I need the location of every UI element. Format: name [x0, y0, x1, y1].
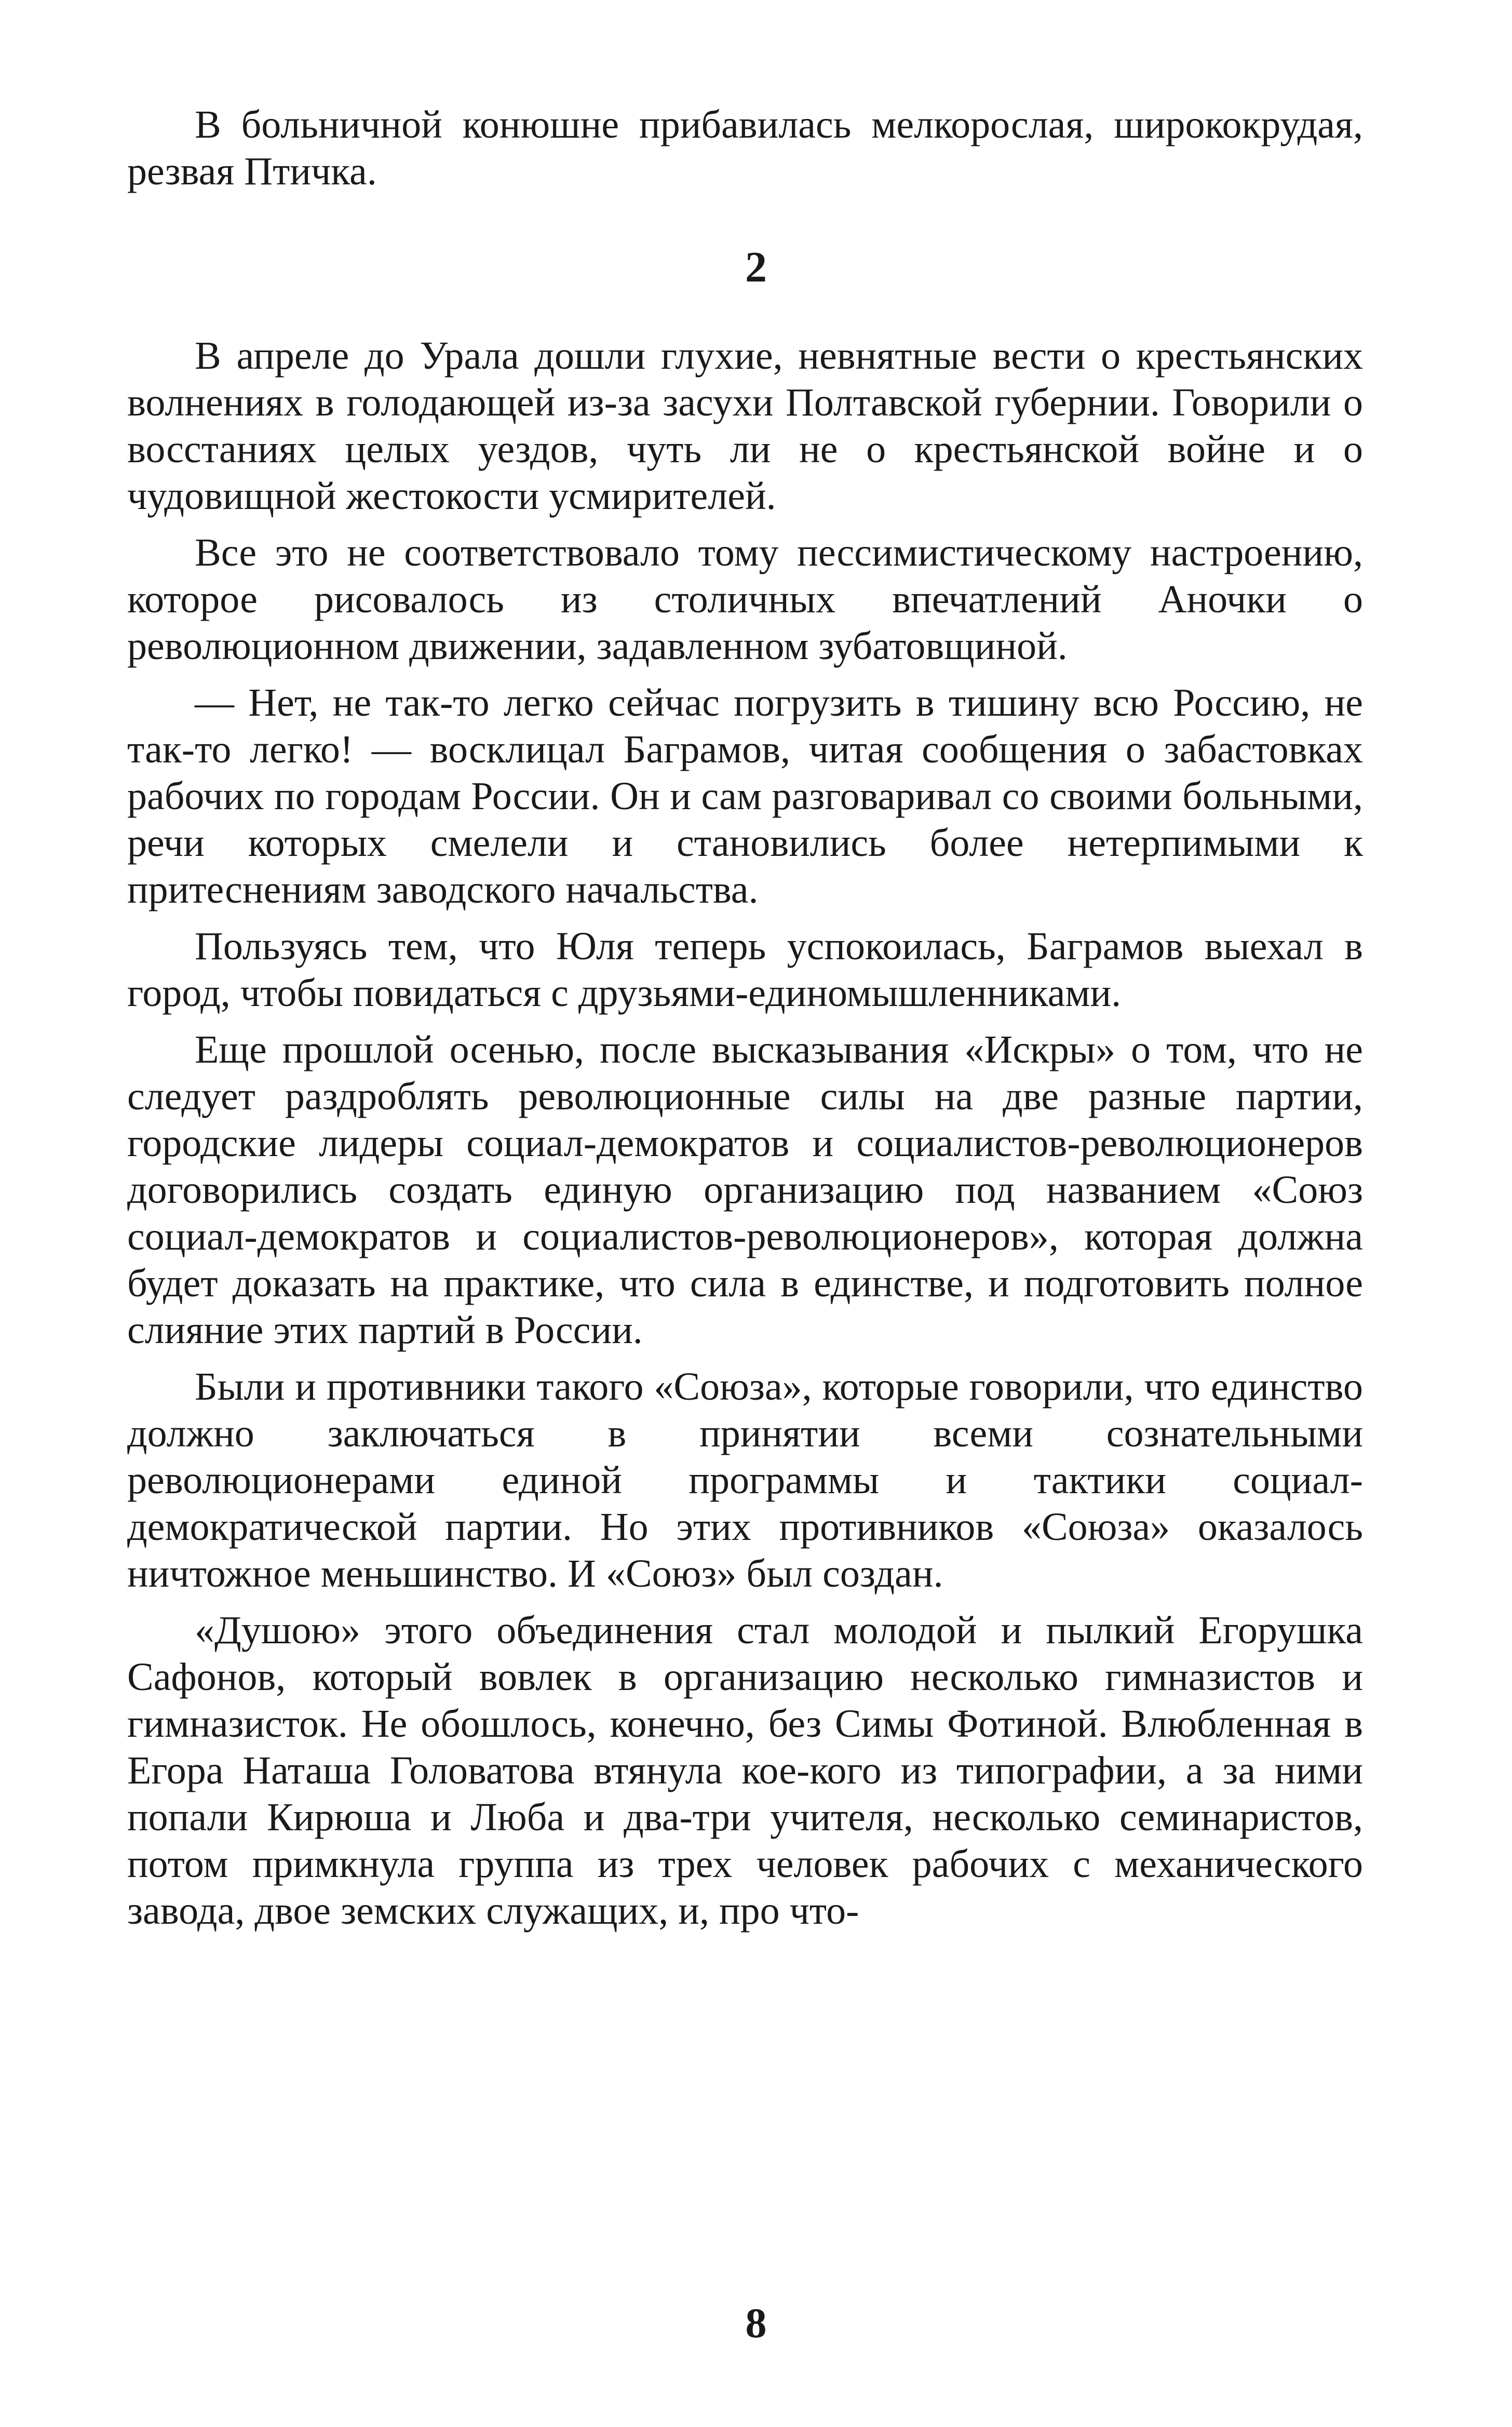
paragraph-6: Были и противники такого «Союза», которые говорили, что единство должно заключаться в принятии всеми сознательными революционерами единой программы и тактики социал-демократической партии. Но этих противников «Союза» оказалось ничтожное меньшинство. И «Союз» был создан. — [127, 1365, 1363, 1595]
paragraph-5: Еще прошлой осенью, после высказывания «Искры» о том, что не следует раздроблять революционные силы на две разные партии, городские лидеры социал-демократов и социалистов-революционеров договорились создать единую организацию под названием «Союз социал-демократов и социалистов-революционеров», которая должна будет доказать на практике, что сила в единстве, и подготовить полное слияние этих партий в России. — [127, 1028, 1363, 1352]
paragraph-3: — Нет, не так-то легко сейчас погрузить в тишину всю Россию, не так-то легко! — восклицал Баграмов, читая сообщения о забастовках рабочих по городам России. Он и сам разговаривал со своими больными, речи которых смелели и становились более нетерпимыми к притеснениям заводского начальства. — [127, 681, 1363, 911]
intro-block — [127, 101, 1363, 205]
intro-paragraph: В больничной конюшне прибавилась мелкорослая, ширококрудая, резвая Птичка. — [127, 103, 1363, 193]
paragraph-1: В апреле до Урала дошли глухие, невнятные вести о крестьянских волнениях в голодающей из-за засухи Полтавской губернии. Говорили о восстаниях целых уездов, чуть ли не о крестьянской войне и о чудовищной жестокости усмирителей. — [127, 334, 1363, 518]
paragraph-2: Все это не соответствовало тому пессимистическому настроению, которое рисовалось из столичных впечатлений Аночки о революционном движении, задавленном зубатовщиной. — [127, 531, 1363, 668]
page-number: 8 — [745, 2299, 767, 2346]
paragraph-7: «Душою» этого объединения стал молодой и пылкий Егорушка Сафонов, который вовлек в организацию несколько гимназистов и гимназисток. Не обошлось, конечно, без Симы Фотиной. Влюбленная в Егора Наташа Головатова втянула кое-кого из типографии, а за ними попали Кирюша и Люба и два-три учителя, несколько семинаристов, потом примкнула группа из трех человек рабочих с механического завода, двое земских служащих, и, про что- — [127, 1608, 1363, 1933]
main-text — [127, 332, 1363, 1944]
section-number: 2 — [745, 243, 767, 291]
paragraph-4: Пользуясь тем, что Юля теперь успокоилась, Баграмов выехал в город, чтобы повидаться с друзьями-единомышленниками. — [127, 924, 1363, 1015]
